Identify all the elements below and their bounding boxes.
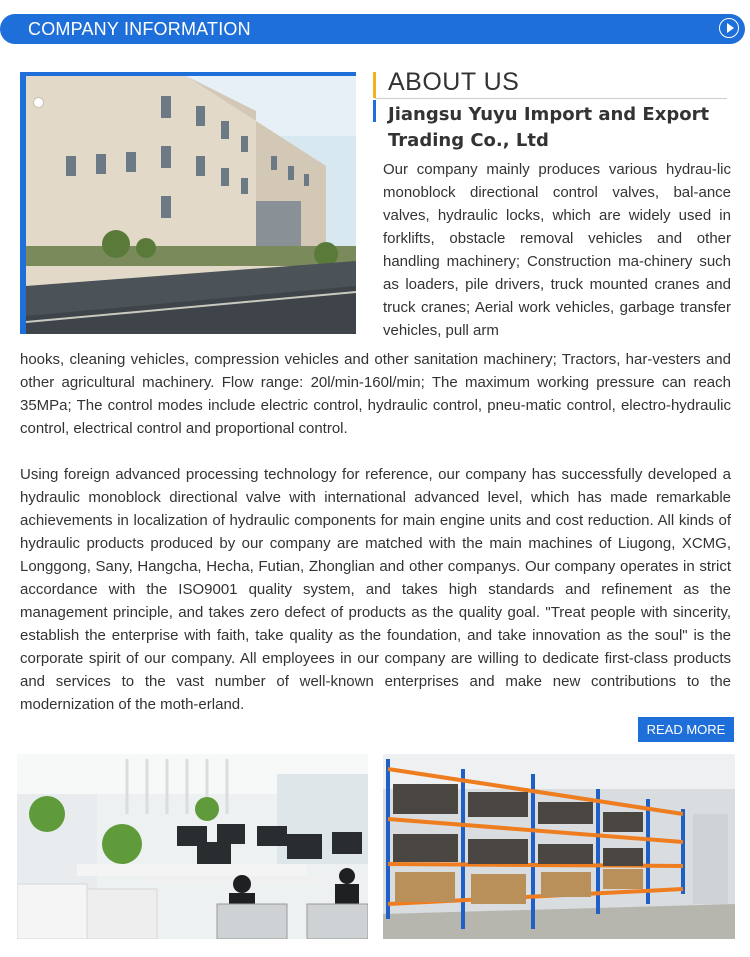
subtitle-accent-bar xyxy=(373,100,376,122)
intro-paragraph-continued: hooks, cleaning vehicles, compression vehicles and other sanitation machinery; Tractors, har-vesters and other agricultural machinery. Flow range: 20l/min-160l/min; The maximum working pressure can reach 35MPa; The control modes include electric control, hydraulic control, pneu-matic control, electro-hydraulic control, electrical control and proportional control. xyxy=(20,351,731,437)
company-description-paragraph: Using foreign advanced processing technology for reference, our company has successfully developed a hydraulic monoblock directional valve with international advanced level, which has made remarkable achievements in localization of hydraulic components for main engine units and cost reduction. All kinds of hydraulic products produced by our company are matched with the main machines of Liugong, XCMG, Longgong, Sany, Hangcha, Hecha, Futian, Zhonglian and other companys. Our company operates in strict accordance with the ISO9001 quality system, and takes high standards and refinement as the management principle, and takes zero defect of products as the quality goal. "Treat people with sincerity, establish the enterprise with faith, take quality as the foundation, and take innovation as the soul" is the corporate spirit of our company. All employees in our company are willing to dedicate first-class products and services to the vast number of well-known enterprises and make new contributions to the modernization of the moth-erland. xyxy=(20,466,731,713)
section-title: COMPANY INFORMATION xyxy=(28,18,251,39)
about-divider xyxy=(375,98,727,99)
about-accent-bar xyxy=(373,72,376,98)
factory-building-photo xyxy=(20,72,356,334)
play-circle-icon[interactable] xyxy=(719,18,739,38)
section-header-banner xyxy=(0,14,745,44)
warehouse-photo xyxy=(383,754,735,939)
company-name: Jiangsu Yuyu Import and Export Trading Co., Ltd xyxy=(388,104,710,151)
intro-paragraph-right: Our company mainly produces various hydrau-lic monoblock directional control valves, bal-ance valves, hydraulic locks, which are widely used in forklifts, obstacle removal vehicles and other handling machinery; Construction ma-chinery such as loaders, pile drivers, truck mounted cranes and truck cranes; Aerial work vehicles, garbage transfer vehicles, pull arm xyxy=(383,161,731,339)
office-photo xyxy=(17,754,368,939)
read-more-button[interactable]: READ MORE xyxy=(638,717,734,742)
about-title: ABOUT US xyxy=(388,68,520,96)
slide-indicator-dot[interactable] xyxy=(34,98,43,107)
